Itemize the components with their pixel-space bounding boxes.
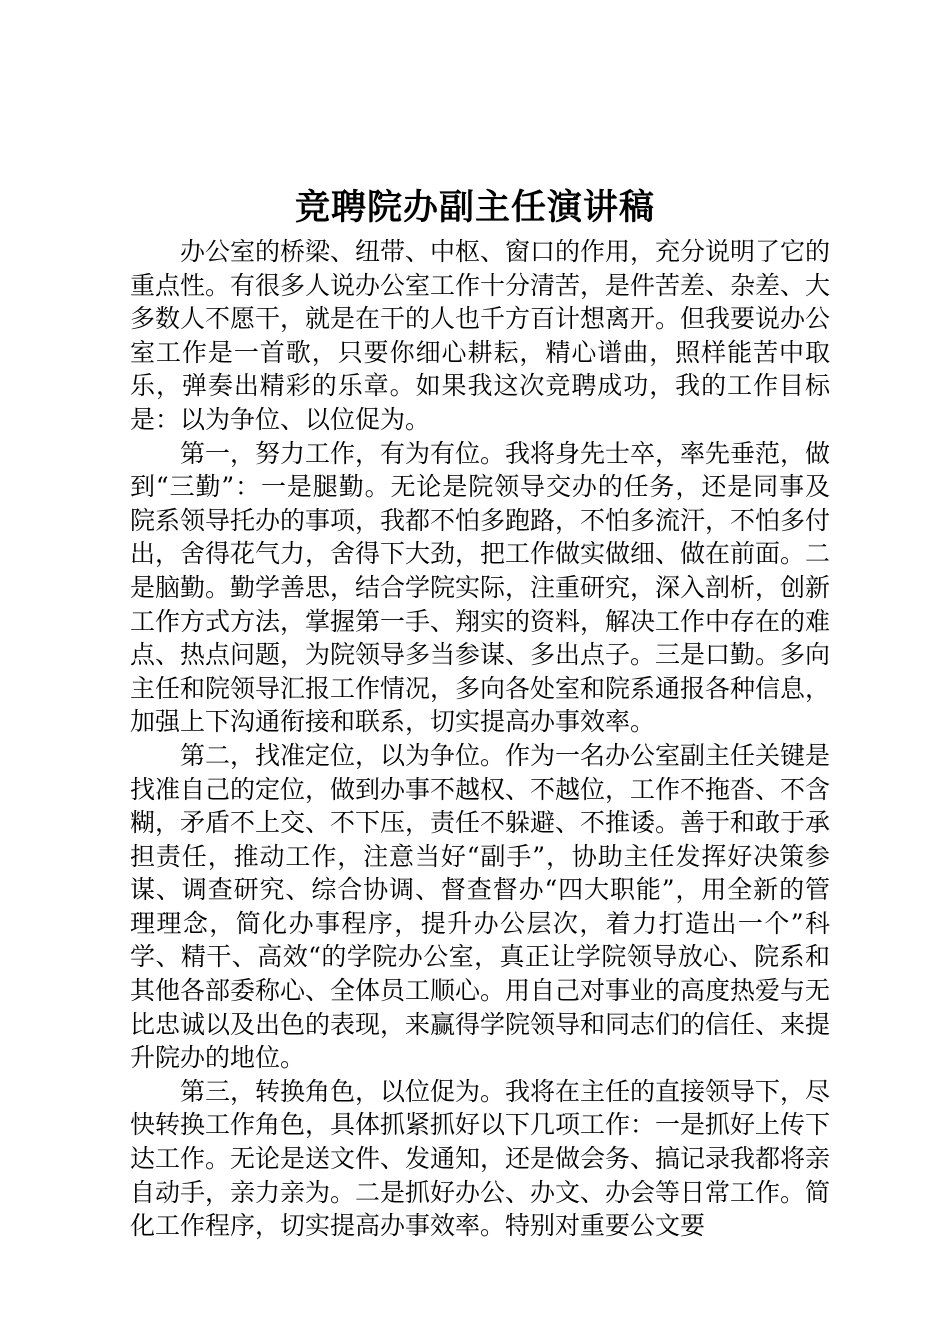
paragraph-intro: 办公室的桥梁、纽带、中枢、窗口的作用，充分说明了它的重点性。有很多人说办公室工作十分清苦，是件苦差、杂差、大多数人不愿干，就是在干的人也千方百计想离开。但我要说办公室工作是一首歌，只要你细心耕耘，精心谱曲，照样能苦中取乐，弹奏出精彩的乐章。如果我这次竞聘成功，我的工作目标是：以为争位、以位促为。 — [130, 237, 831, 434]
document-title: 竞聘院办副主任演讲稿 — [294, 187, 655, 228]
paragraph-first: 第一，努力工作，有为有位。我将身先士卒，率先垂范，做到“三勤”：一是腿勤。无论是院领导交办的任务，还是同事及院系领导托办的事项，我都不怕多跑路，不怕多流汗，不怕多付出，舍得花气力，舍得下大劲，把工作做实做细、做在前面。二是脑勤。勤学善思，结合学院实际，注重研究，深入剖析，创新工作方式方法，掌握第一手、翔实的资料，解决工作中存在的难点、热点问题，为院领导多当参谋、多出点子。三是口勤。多向主任和院领导汇报工作情况，多向各处室和院系通报各种信息，加强上下沟通衔接和联系，切实提高办事效率。 — [130, 438, 831, 737]
paragraph-second: 第二，找准定位，以为争位。作为一名办公室副主任关键是找准自己的定位，做到办事不越权、不越位，工作不拖沓、不含糊，矛盾不上交、不下压，责任不躲避、不推诿。善于和敢于承担责任，推动工作，注意当好“副手”，协助主任发挥好决策参谋、调查研究、综合协调、督查督办“四大职能”，用全新的管理理念，简化办事程序，提升办公层次，着力打造出一个”科学、精干、高效“的学院办公室，真正让学院领导放心、院系和其他各部委称心、全体员工顺心。用自己对事业的高度热爱与无比忠诚以及出色的表现，来赢得学院领导和同志们的信任、来提升院办的地位。 — [130, 740, 831, 1073]
document-body — [130, 235, 830, 1243]
paragraph-third: 第三，转换角色，以位促为。我将在主任的直接领导下，尽快转换工作角色，具体抓紧抓好以下几项工作：一是抓好上传下达工作。无论是送文件、发通知，还是做会务、搞记录我都将亲自动手，亲力亲为。二是抓好办公、办文、办会等日常工作。简化工作程序，切实提高办事效率。特别对重要公文要 — [130, 1076, 831, 1241]
